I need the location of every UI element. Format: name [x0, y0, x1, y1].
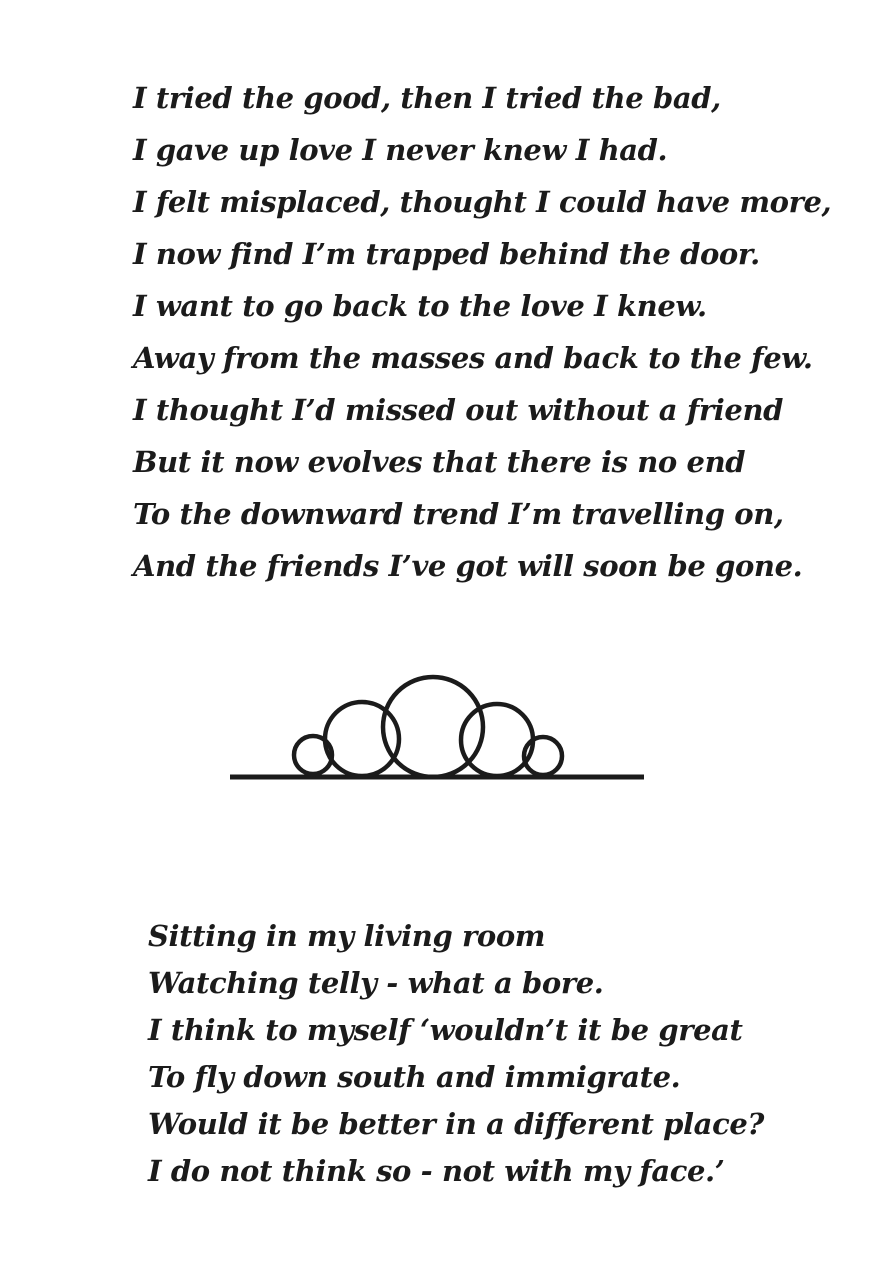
- poem-second-stanza: [148, 913, 764, 1195]
- bubbles-divider-ornament: [225, 668, 655, 785]
- poem-line: I tried the good, then I tried the bad,: [133, 81, 721, 115]
- poem-line: Sitting in my living room: [148, 919, 546, 953]
- poem-line: I gave up love I never knew I had.: [133, 133, 668, 167]
- poem-first-stanza: [133, 72, 831, 592]
- poem-line: I felt misplaced, thought I could have more,: [133, 185, 832, 219]
- poem-line: To fly down south and immigrate.: [148, 1060, 681, 1094]
- poem-line: I thought I’d missed out without a friend: [133, 393, 784, 427]
- poem-line: I think to myself ‘wouldn’t it be great: [148, 1013, 743, 1047]
- poem-line: I now find I’m trapped behind the door.: [133, 237, 760, 271]
- poem-line: Would it be better in a different place?: [148, 1107, 764, 1141]
- poem-line: To the downward trend I’m travelling on,: [133, 497, 784, 531]
- poem-line: I want to go back to the love I knew.: [133, 289, 707, 323]
- poem-line: And the friends I’ve got will soon be gone.: [133, 549, 803, 583]
- ornament-bubble-circle: [325, 702, 399, 776]
- poem-line: Watching telly - what a bore.: [148, 966, 604, 1000]
- poem-line: I do not think so - not with my face.’: [148, 1154, 725, 1188]
- ornament-bubble-circle: [461, 704, 533, 776]
- poem-line: But it now evolves that there is no end: [133, 445, 746, 479]
- poem-line: Away from the masses and back to the few.: [133, 341, 813, 375]
